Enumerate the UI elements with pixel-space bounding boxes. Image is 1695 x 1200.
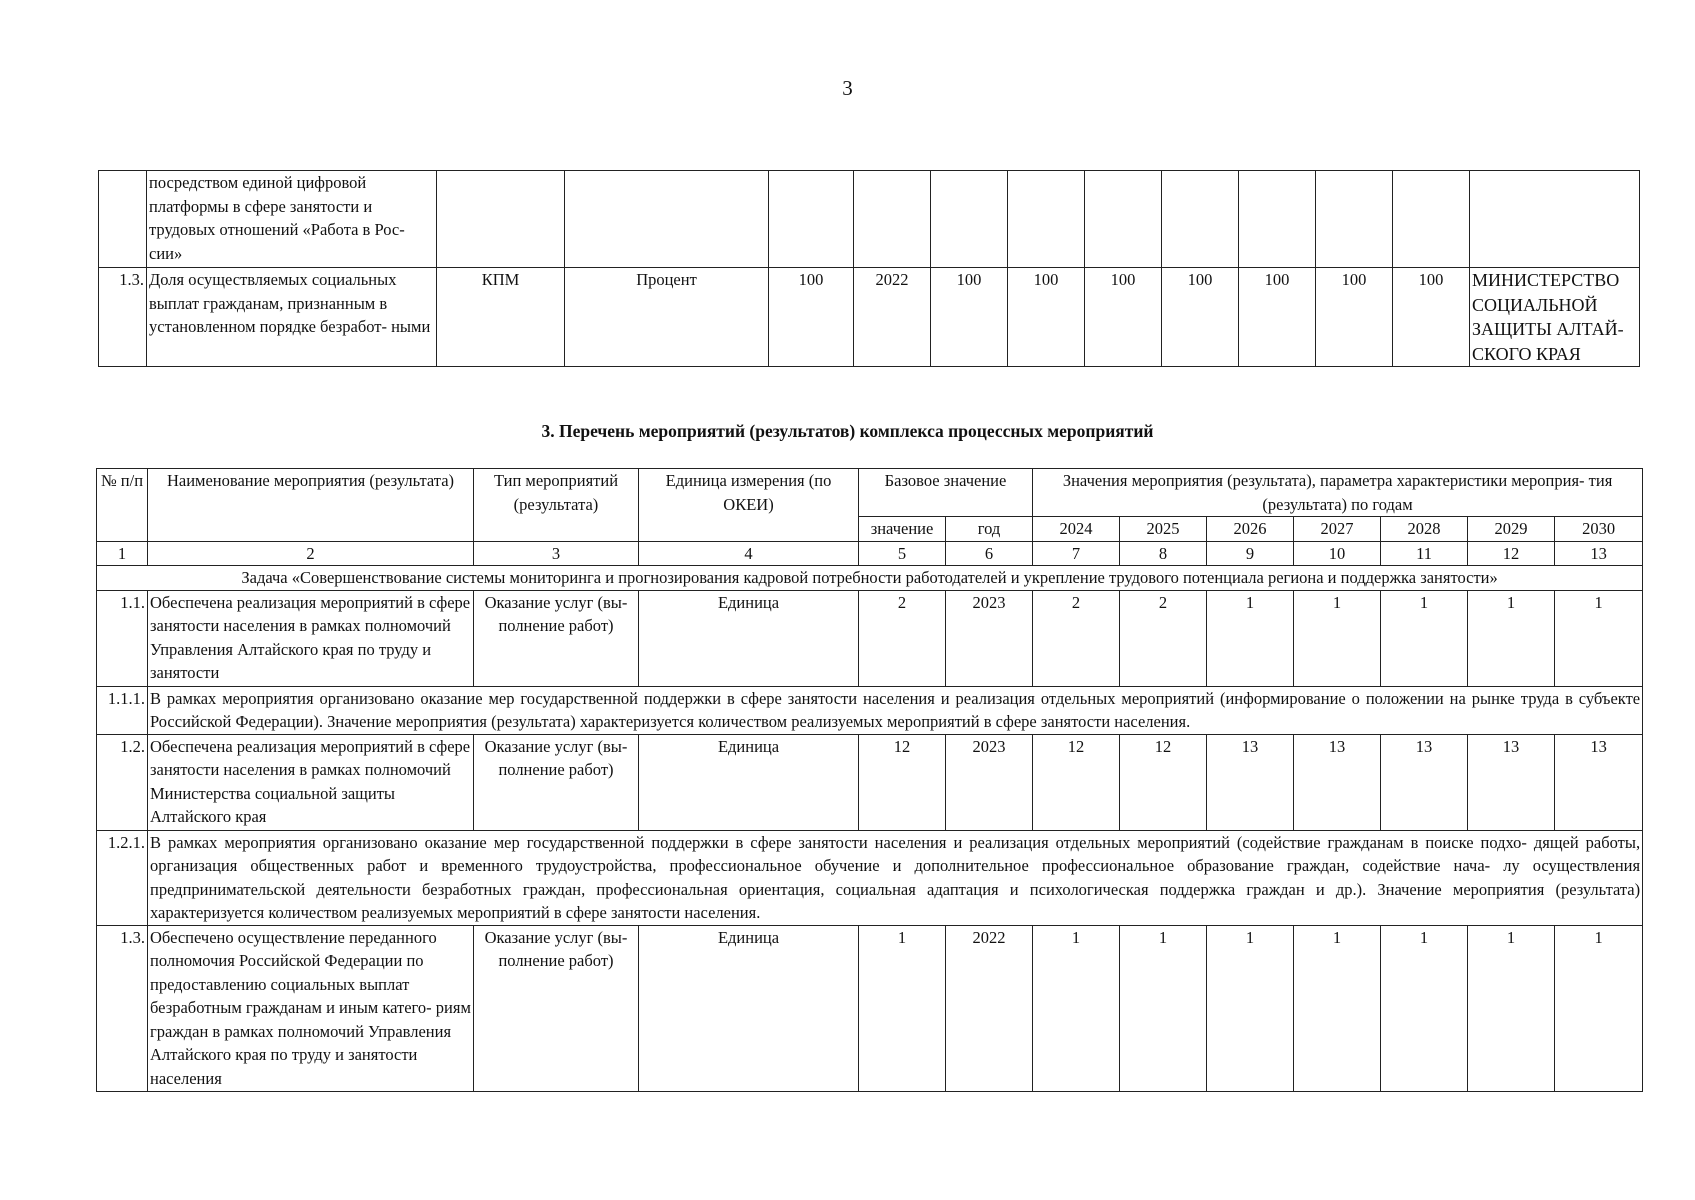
value-cell: 1 [1033,925,1120,1091]
indicator-name: посредством единой цифровой платформы в сфере занятости и трудовых отношений «Работа в Рос- сии» [147,171,437,268]
header-base-year: год [946,517,1033,542]
base-value: 1 [859,925,946,1091]
table-row [99,171,1640,268]
table-row [97,590,1643,686]
value-cell: 100 [1008,268,1085,367]
page-number: 3 [842,76,853,100]
header-unit: Единица измерения (по ОКЕИ) [639,469,859,542]
base-year: 2022 [946,925,1033,1091]
section-title: 3. Перечень мероприятий (результатов) комплекса процессных мероприятий [541,421,1154,441]
value-cell: 1 [1294,925,1381,1091]
header-values-by-year: Значения мероприятия (результата), параметра характеристики мероприя- тия (результата) по годам [1033,469,1643,517]
row-number: 1.1.1. [97,686,148,734]
value-cell: 13 [1555,734,1643,830]
table-row [97,686,1643,734]
value-cell: 2 [1033,590,1120,686]
value-cell: 13 [1294,734,1381,830]
base-year: 2023 [946,590,1033,686]
column-number: 10 [1294,541,1381,566]
value-cell: 2 [1120,590,1207,686]
value-cell: 1 [1207,590,1294,686]
header-year: 2029 [1468,517,1555,542]
indicator-level: КПМ [437,268,565,367]
value-cell: 1 [1120,925,1207,1091]
table-row [97,830,1643,925]
indicators-table-continued [98,170,1640,367]
value-cell: 100 [931,268,1008,367]
task-title: Задача «Совершенствование системы мониторинга и прогнозирования кадровой потребности работодателей и укрепление трудового потенциала региона и поддержка занятости» [97,566,1643,591]
column-number: 1 [97,541,148,566]
value-cell: 1 [1555,590,1643,686]
value-cell: 13 [1207,734,1294,830]
measure-unit: Единица [639,590,859,686]
responsible-body: МИНИСТЕРСТВО СОЦИАЛЬНОЙ ЗАЩИТЫ АЛТАЙ- СКОГО КРАЯ [1470,268,1640,367]
value-cell: 12 [1120,734,1207,830]
row-number: 1.3. [99,268,147,367]
measure-name: Обеспечена реализация мероприятий в сфере занятости населения в рамках полномочий Управления Алтайского края по труду и занятости [148,590,474,686]
column-number: 6 [946,541,1033,566]
column-number: 3 [474,541,639,566]
column-number: 4 [639,541,859,566]
row-number: 1.3. [97,925,148,1091]
header-type: Тип мероприятий (результата) [474,469,639,542]
measure-type: Оказание услуг (вы- полнение работ) [474,734,639,830]
measure-description: В рамках мероприятия организовано оказание мер государственной поддержки в сфере занятости населения и реализация отдельных мероприятий (содействие гражданам в поиске подхо- дящей работы, организация общественных работ и временного трудоустройства, профессиональное обучение и дополнительное профессиональное образование граждан, содействие нача- лу осуществления предпринимательской деятельности безработных граждан, профессиональная ориентация, социальная адаптация и психологическая поддержка граждан и др.). Значение мероприятия (результата) характеризуется количеством реализуемых мероприятий в сфере занятости населения. [148,830,1643,925]
column-number: 7 [1033,541,1120,566]
column-number: 5 [859,541,946,566]
table-row [97,925,1643,1091]
measure-type: Оказание услуг (вы- полнение работ) [474,590,639,686]
base-value: 2 [859,590,946,686]
column-number: 12 [1468,541,1555,566]
header-year: 2024 [1033,517,1120,542]
value-cell: 1 [1468,590,1555,686]
value-cell: 100 [1316,268,1393,367]
value-cell: 1 [1468,925,1555,1091]
header-base-value: значение [859,517,946,542]
header-name: Наименование мероприятия (результата) [148,469,474,542]
base-year: 2022 [854,268,931,367]
measure-name: Обеспечена реализация мероприятий в сфере занятости населения в рамках полномочий Министерства социальной защиты Алтайского края [148,734,474,830]
header-year: 2027 [1294,517,1381,542]
value-cell: 13 [1381,734,1468,830]
column-number: 8 [1120,541,1207,566]
header-num: № п/п [97,469,148,542]
column-number: 9 [1207,541,1294,566]
measure-type: Оказание услуг (вы- полнение работ) [474,925,639,1091]
header-base: Базовое значение [859,469,1033,517]
measures-table [96,468,1643,1092]
indicator-unit: Процент [565,268,769,367]
value-cell: 13 [1468,734,1555,830]
value-cell: 1 [1381,590,1468,686]
measure-unit: Единица [639,925,859,1091]
measure-unit: Единица [639,734,859,830]
column-numbers-row [97,541,1643,566]
header-year: 2030 [1555,517,1643,542]
task-row [97,566,1643,591]
value-cell: 12 [1033,734,1120,830]
value-cell: 100 [1393,268,1470,367]
value-cell: 1 [1294,590,1381,686]
measure-description: В рамках мероприятия организовано оказание мер государственной поддержки в сфере занятости населения и реализация отдельных мероприятий (информирование о положении на рынке труда в субъекте Российской Федерации). Значение мероприятия (результата) характеризуется количеством реализуемых мероприятий в сфере занятости населения. [148,686,1643,734]
base-value: 12 [859,734,946,830]
value-cell: 100 [1239,268,1316,367]
base-year: 2023 [946,734,1033,830]
header-year: 2028 [1381,517,1468,542]
row-number: 1.2.1. [97,830,148,925]
value-cell: 100 [1085,268,1162,367]
column-number: 13 [1555,541,1643,566]
row-number: 1.2. [97,734,148,830]
header-year: 2026 [1207,517,1294,542]
table-row [99,268,1640,367]
row-number: 1.1. [97,590,148,686]
value-cell: 1 [1555,925,1643,1091]
value-cell: 100 [1162,268,1239,367]
value-cell: 1 [1381,925,1468,1091]
base-value: 100 [769,268,854,367]
header-row [97,469,1643,517]
indicator-name: Доля осуществляемых социальных выплат гражданам, признанным в установленном порядке безработ- ными [147,268,437,367]
value-cell: 1 [1207,925,1294,1091]
column-number: 2 [148,541,474,566]
table-row [97,734,1643,830]
measure-name: Обеспечено осуществление переданного полномочия Российской Федерации по предоставлению социальных выплат безработным гражданам и иным катего- риям граждан в рамках полномочий Управления Алтайского края по труду и занятости населения [148,925,474,1091]
column-number: 11 [1381,541,1468,566]
header-year: 2025 [1120,517,1207,542]
